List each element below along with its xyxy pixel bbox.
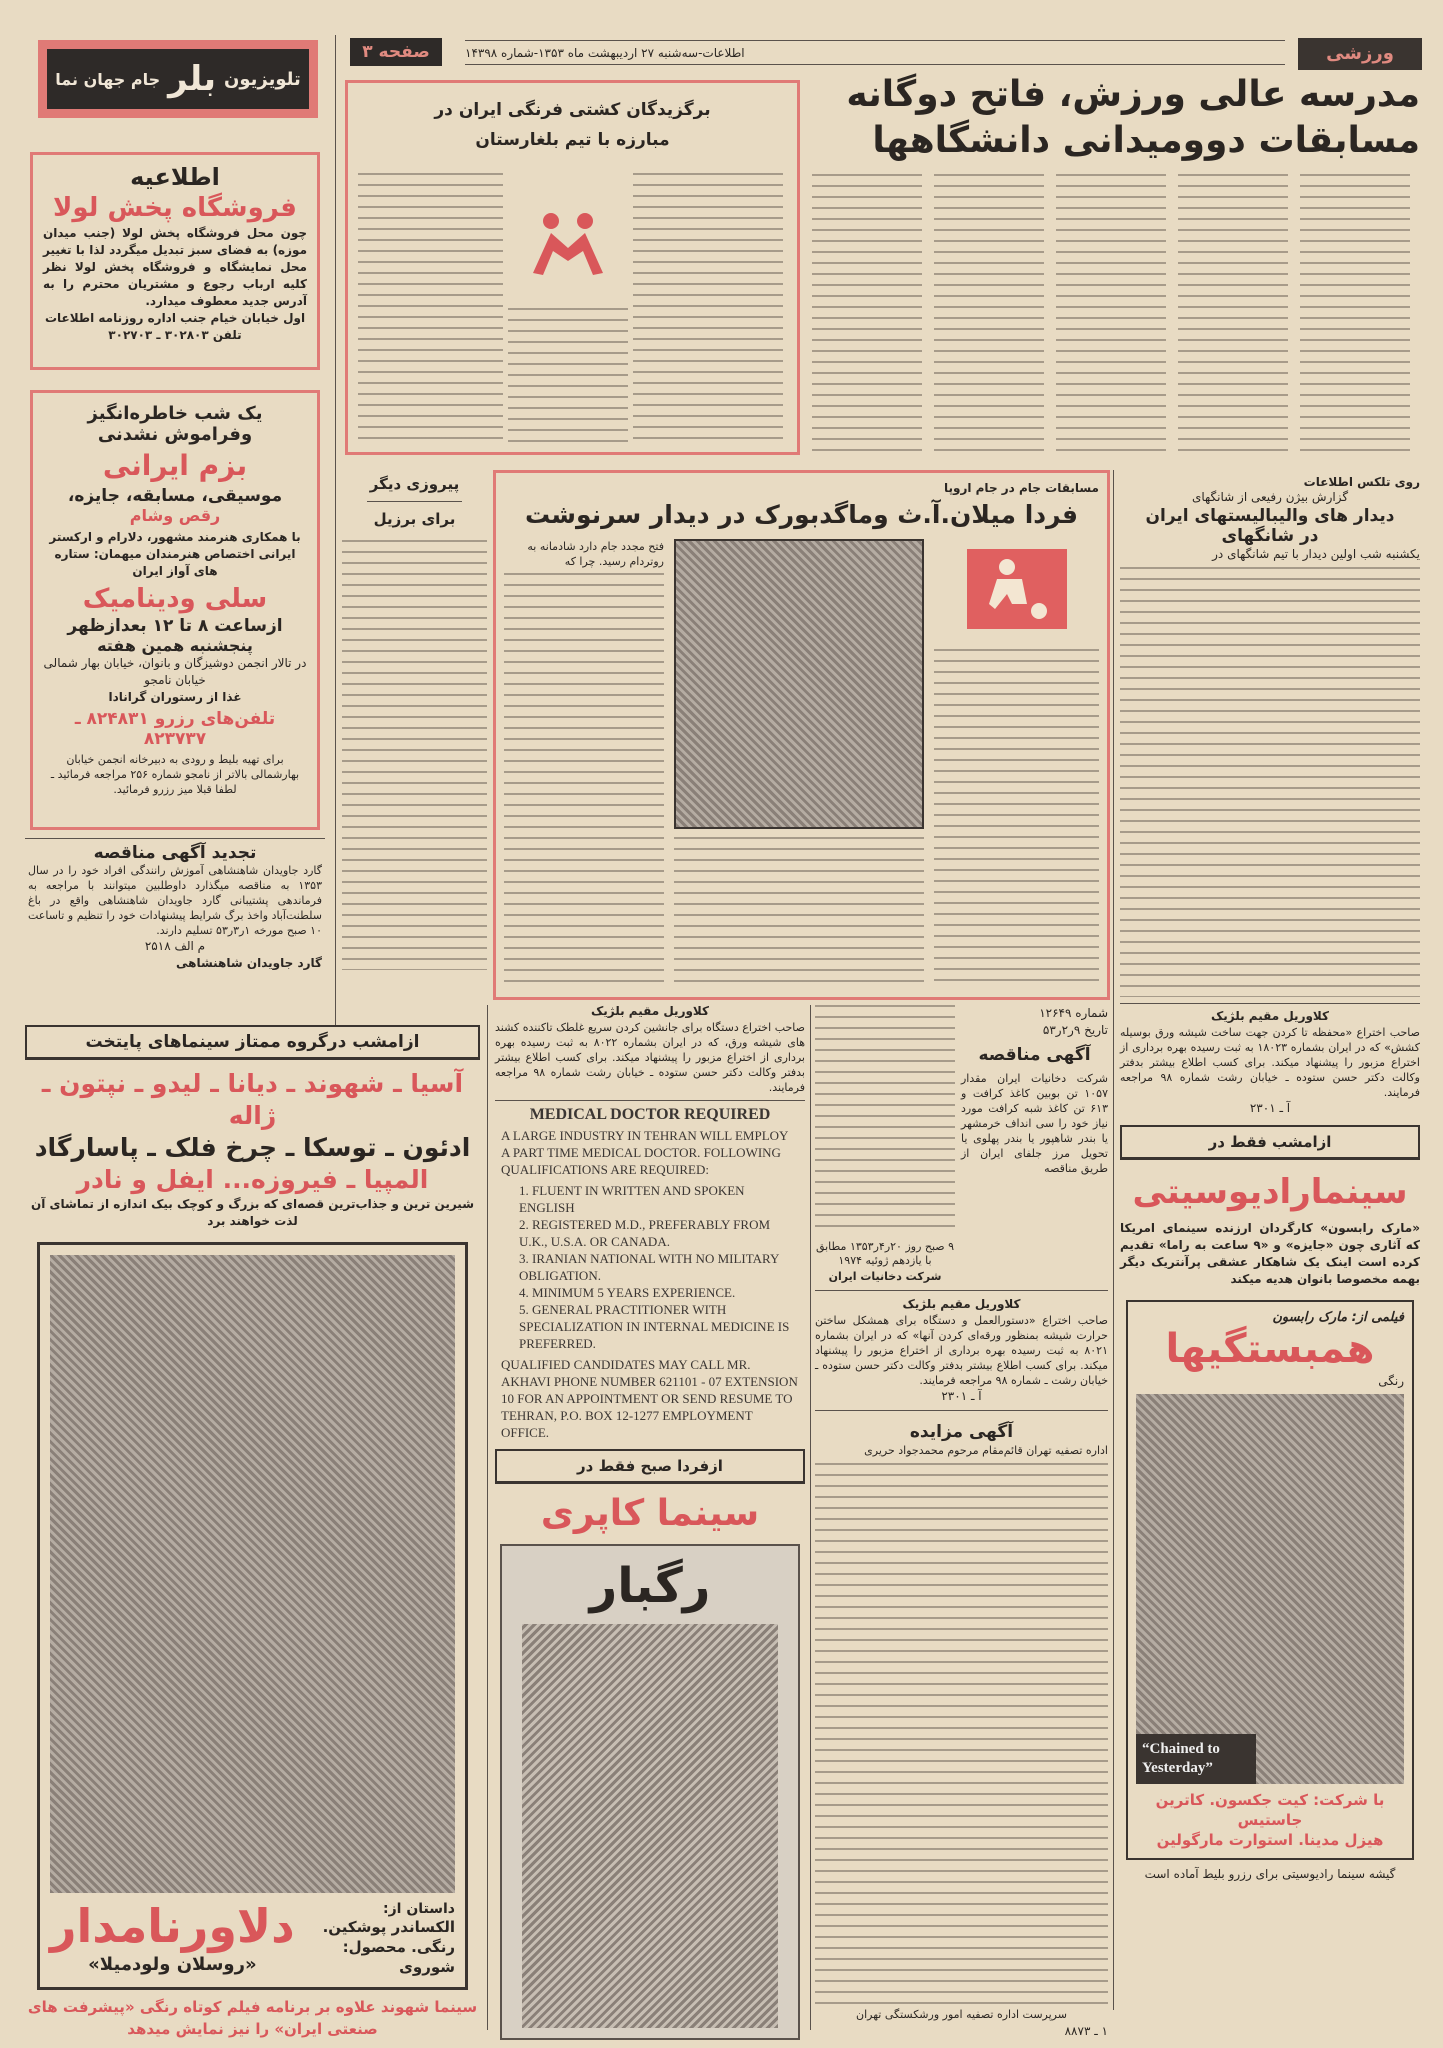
lola-title: اطلاعیه: [130, 163, 220, 191]
patent-3-title: کلاوریل مقیم بلژیک: [1210, 1009, 1330, 1023]
europe-cup-body: [934, 649, 1099, 989]
medical-requirement: 1. FLUENT IN WRITTEN AND SPOKEN ENGLISH: [519, 1183, 745, 1215]
radio-city-banner: ازامشب فقط در: [1120, 1125, 1420, 1160]
medical-requirements: [501, 1182, 799, 1352]
volleyball-title-2: در شانگهای: [1221, 526, 1319, 546]
patent-1-body: صاحب اختراع دستگاه برای جانشین کردن سریع غلطک تاکننده کشند های شیشه ورق، که در ایران بشماره ۸۰۲۲ به ثبت رسیده بهره برداری از اختراع مزبور را پیشنهاد میکند. برای کسب اطلاع بیشتر بدفتر وکالت دکتر حسن ستوده ـ خیابان رشت شماره ۹۸ مراجعه فرمایند.: [495, 1021, 805, 1094]
guard-tender-signature: گارد جاویدان شاهنشاهی: [175, 956, 322, 970]
radio-city-poster: [1126, 1300, 1414, 1860]
europe-cup-kicker: مسابقات جام در جام اروپا: [943, 481, 1099, 495]
guard-tender: [28, 843, 322, 972]
radio-city-cinema: سینمارادیوسیتی: [1132, 1172, 1408, 1212]
bazm-venue: در تالار انجمن دوشیزگان و بانوان، خیابان بهار شمالی خیابان نامجو: [43, 656, 307, 687]
tobacco-body: شرکت دخانیات ایران مقدار ۱۰۵۷ تن بوبین کاغذ کرافت و ۶۱۳ تن کاغذ شبه کرافت مورد نیاز خود را سی انداف خرمشهر یا بندر شاهپور یا بندر پهلوی یا تحویل مرز جلفای ایران از طریق مناقصه: [961, 1072, 1108, 1175]
left-column: [25, 152, 325, 972]
divider: [367, 501, 462, 502]
poster-credits: الکساندر پوشکین. رنگی. محصول: شوروی: [322, 1918, 455, 1976]
main-article-body: [812, 174, 1420, 460]
medical-closing: QUALIFIED CANDIDATES MAY CALL MR. AKHAVI PHONE NUMBER 621101 - 07 EXTENSION 10 FOR AN APPOINTMENT OR SEND RESUME TO TEHRAN, P.O. BOX 12-1277 EMPLOYMENT OFFICE.: [501, 1357, 798, 1440]
bazm-day: پنجشنبه همین هفته: [97, 636, 253, 655]
auction-body: [815, 1463, 1108, 2006]
tobacco-date: تاریخ ۹ر۲ر۵۳: [1042, 1023, 1108, 1037]
match-photo: [674, 539, 924, 829]
cinema-line-3: المپیا ـ فیروزه... ایفل و نادر: [76, 1165, 429, 1194]
cinema-group-banner: ازامشب درگروه ممتاز سینماهای پایتخت: [25, 1025, 480, 1060]
divider: [815, 1410, 1108, 1411]
column-rule: [1113, 470, 1114, 2010]
notices-column: [815, 1005, 1108, 2040]
cinema-footer: سینما شهوند علاوه بر برنامه فیلم کوتاه رنگی «پیشرفت های صنعتی ایران» را نیز نمایش میدهد: [27, 1998, 478, 2038]
poster-film-subtitle: «روسلان ولودمیلا»: [88, 1954, 257, 1975]
wrestling-body: [508, 308, 628, 443]
column-rule: [335, 35, 336, 1025]
wrestling-title-1: برگزیدگان کشتی فرنگی ایران در: [434, 100, 711, 120]
volleyball-title-1: دیدار های والیبالیستهای ایران: [1145, 506, 1395, 526]
patent-2-body: صاحب اختراع «دستورالعمل و دستگاه برای همشکل ساختن حرارت شیشه بمنظور ورقه‌ای کردن آنها» که در ایران بشماره ۸۰۲۱ به ثبت رسیده بهره برداری از اختراع مزبور را پیشنهاد میکند. برای کسب اطلاع بیشتر بدفتر وکالت دکتر حسن ستوده ـ خیابان رشت ـ شماره ۹۸ مراجعه فرمایند.: [815, 1314, 1108, 1387]
section-label: ورزشی: [1298, 38, 1422, 70]
wrestling-title-2: مبارزه با تیم بلغارستان: [475, 130, 670, 150]
medical-intro: A LARGE INDUSTRY IN TEHRAN WILL EMPLOY A PART TIME MEDICAL DOCTOR. FOLLOWING QUALIFICATIONS ARE REQUIRED:: [501, 1128, 788, 1177]
main-headline-line-2: مسابقات دوومیدانی دانشگاهها: [872, 120, 1420, 161]
poster-cast-2: هیزل مدینا. استوارت مارگولین: [1156, 1831, 1384, 1849]
medical-requirement: 4. MINIMUM 5 YEARS EXPERIENCE.: [519, 1285, 736, 1300]
brazil-title-1: پیروزی دیگر: [369, 475, 460, 493]
lola-body: چون محل فروشگاه پخش لولا (جنب میدان موزه) به فضای سبز تبدیل میگردد لذا با تغییر محل نمایشگاه و فروشگاه پخش لولا نظر کلیه ارباب رجوع و مشتریان محترم را به آدرس جدید معطوف میدارد.: [43, 226, 307, 308]
poster-title: همبستگیها: [1165, 1326, 1375, 1372]
tv-ad-left: تلویزیون: [223, 68, 301, 90]
volleyball-article: [1120, 475, 1420, 997]
poster-director: فیلمی از: مارک رابسون: [1272, 1310, 1404, 1325]
cinema-group-ad: [25, 1025, 480, 2040]
tobacco-title: آگهی مناقصه: [978, 1045, 1091, 1065]
europe-cup-headline: فردا میلان.آ.ث وماگدبورک در دیدار سرنوشت: [524, 500, 1079, 529]
bazm-dinner: رقص وشام: [129, 506, 221, 525]
tv-ad-brand: بلر: [168, 59, 216, 99]
bazm-band: سلی ودینامیک: [82, 584, 268, 614]
bazm-with: با همکاری هنرمند مشهور، دلارام و ارکستر ایرانی اختصاص هنرمندان میهمان: ستاره های آواز ایران: [49, 530, 301, 578]
radio-city-body: «مارک رابسون» کارگردان ارزنده سینمای امریکا که آثاری چون «جایزه» و «۹ ساعت به راما» تقدیم کرده است اینک یک شاهکار عشقی پرآنتریک دیگر بهمه مخصوصا بانوان هدیه میکند: [1120, 1221, 1420, 1286]
divider: [495, 1100, 805, 1101]
radio-city-ad: [1120, 1125, 1420, 1883]
patent-ad-1: [495, 1003, 805, 1095]
poster-image: [1136, 1394, 1404, 1784]
poster-image: [50, 1255, 455, 1893]
bazm-line-1: یک شب خاطره‌انگیز: [87, 403, 263, 424]
capri-banner: ازفردا صبح فقط در: [495, 1449, 805, 1484]
guard-tender-code: م الف ۲۵۱۸: [144, 939, 206, 953]
poster-story: داستان از:: [382, 1901, 455, 1917]
lola-notice: [30, 152, 320, 370]
medical-requirement: 2. REGISTERED M.D., PREFERABLY FROM U.K., U.S.A. OR CANADA.: [519, 1217, 771, 1249]
capri-poster-image: [522, 1624, 778, 2028]
europe-cup-body: [504, 573, 664, 989]
lola-address: اول خیابان خیام جنب اداره روزنامه اطلاعات: [44, 311, 306, 325]
volleyball-body: [1120, 567, 1420, 997]
capri-cinema: سینما کاپری: [540, 1493, 760, 1534]
poster-color: رنگی: [1378, 1374, 1404, 1388]
auction-code: ۱ ـ ۸۸۷۳: [1064, 2024, 1108, 2038]
dateline: اطلاعات-سه‌شنبه ۲۷ اردیبهشت ماه ۱۳۵۳-شماره ۱۴۳۹۸: [465, 46, 745, 60]
divider: [25, 838, 325, 839]
tobacco-tender: [961, 1005, 1108, 1176]
bazm-items: موسیقی، مسابقه، جایزه،: [67, 486, 283, 506]
patent-3-code: آ ـ ۲۳۰۱: [1249, 1101, 1291, 1115]
poster-english-title: “Chained to Yesterday”: [1136, 1734, 1256, 1784]
brazil-body: [342, 540, 487, 970]
tobacco-deadline: ۹ صبح روز ۲۰ر۴ر۱۳۵۳ مطابق با یازدهم ژوئیه ۱۹۷۴: [815, 1240, 955, 1267]
film-poster: [37, 1242, 468, 1990]
photo-caption: [674, 837, 924, 989]
column-rule: [810, 1005, 811, 2030]
bazm-phones: تلفن‌های رزرو ۸۲۴۸۳۱ ـ ۸۲۳۷۳۷: [74, 709, 276, 749]
radio-city-footer: گیشه سینما رادیوسیتی برای رزرو بلیط آماده است: [1144, 1867, 1396, 1881]
guard-tender-body: گارد جاویدان شاهنشاهی آموزش رانندگی افراد خود را در سال ۱۳۵۳ به مناقصه میگذارد داوطلبین میتوانند با مراجعه به فرماندهی پشتیبانی گارد جاویدان شاهنشاهی واقع در باغ سلطنت‌آباد واخذ برگ شرایط پیشنهادات خود را تنظیم و تاساعت ۱۰ صبح مورخه ۱ر۳ر۵۳ تسلیم دارند.: [28, 864, 322, 937]
bazm-time: ازساعت ۸ تا ۱۲ بعدازظهر: [67, 616, 283, 636]
europe-cup-lead: فتح مجدد جام دارد شادمانه به روتردام رسید. چرا که: [527, 540, 664, 568]
auction-signature: سرپرست اداره تصفیه امور ورشکستگی تهران: [856, 2008, 1067, 2021]
bazm-tickets: برای تهیه بلیط و رودی به دبیرخانه انجمن خیابان بهارشمالی بالاتر از نامجو شماره ۲۵۶ مراجعه فرمائید ـ لطفا قبلا میز رزرو فرمائید.: [50, 753, 300, 796]
auction-notice: [815, 1416, 1108, 2040]
tobacco-deadline-block: [815, 1240, 955, 1285]
patent-2-code: آ ـ ۲۳۰۱: [941, 1389, 982, 1403]
bazm-name: بزم ایرانی: [102, 449, 248, 482]
guard-tender-title: تجدید آگهی مناقصه: [93, 843, 257, 863]
patent-ad-3: [1120, 1008, 1420, 1117]
wrestling-body: [633, 173, 783, 443]
cinema-tagline: شیرین ترین و جذاب‌ترین قصه‌ای که بزرگ و کوچک بیک اندازه از تماشای آن لذت خواهند برد: [30, 1197, 474, 1228]
page-number: صفحه ۳: [350, 38, 442, 66]
bazm-food: غذا از رستوران گرانادا: [108, 690, 242, 704]
main-article: [812, 72, 1420, 460]
lola-store: فروشگاه پخش لولا: [53, 193, 297, 223]
bazm-irani-ad: [30, 390, 320, 830]
cinema-line-2: ادئون ـ توسکا ـ چرخ فلک ـ پاسارگاد: [34, 1133, 471, 1162]
volleyball-kicker: روی تلکس اطلاعات: [1303, 475, 1420, 489]
wrestling-box: [345, 80, 800, 455]
main-headline-line-1: مدرسه عالی ورزش، فاتح دوگانه: [846, 74, 1420, 115]
wrestling-body: [358, 173, 503, 443]
auction-title: آگهی مزایده: [909, 1422, 1014, 1442]
tv-ad-right: جام جهان نما: [55, 69, 161, 89]
medical-doctor-ad: [495, 1106, 805, 1441]
tobacco-signature: شرکت دخانیات ایران: [828, 1270, 942, 1283]
tobacco-number: شماره ۱۲۶۴۹: [1039, 1006, 1108, 1020]
medical-title: MEDICAL DOCTOR REQUIRED: [529, 1106, 771, 1123]
poster-cast-1: با شرکت: کیت جکسون. کاترین جاستیس: [1155, 1791, 1385, 1829]
tv-ad: [38, 40, 318, 118]
column-rule: [487, 1005, 488, 2030]
divider: [1120, 1003, 1420, 1004]
wrestling-logo-icon: [523, 203, 613, 293]
capri-poster: [500, 1544, 800, 2040]
lola-phone: تلفن ۳۰۲۸۰۳ ـ ۳۰۲۷۰۳: [108, 328, 242, 342]
patent-3-body: صاحب اختراع «محفظه تا کردن جهت ساخت شیشه ورق بوسیله کشش» که در ایران بشماره ۱۸۰۲۳ به ثبت رسیده بهره برداری از اختراع مزبور را پیشنهاد میکند. برای کسب اطلاع بیشتر بدفتر وکالت دکتر حسن ستوده ـ خیابان رشت شماره ۹۸ مراجعه فرمایند.: [1120, 1026, 1420, 1099]
middle-column: [495, 1003, 805, 2040]
cinema-line-1: آسیا ـ شهوند ـ دیانا ـ لیدو ـ نپتون ـ ژاله: [41, 1069, 464, 1130]
tender-tobacco-body-left: [815, 1005, 955, 1236]
europe-cup-box: [493, 470, 1110, 1000]
football-logo-icon: [967, 549, 1067, 629]
header-rule: [465, 64, 1285, 65]
divider: [815, 1290, 1108, 1291]
patent-ad-2: [815, 1296, 1108, 1405]
medical-requirement: 3. IRANIAN NATIONAL WITH NO MILITARY OBLIGATION.: [519, 1251, 779, 1283]
volleyball-byline: گزارش بیژن رفیعی از شانگهای: [1191, 490, 1349, 504]
patent-1-title: کلاوریل مقیم بلژیک: [590, 1004, 710, 1018]
volleyball-lead: یکشنبه شب اولین دیدار با تیم شانگهای در: [1212, 547, 1420, 561]
auction-lead: اداره تصفیه تهران قائم‌مقام مرحوم محمدجواد حریری: [864, 1444, 1108, 1457]
patent-2-title: کلاوریل مقیم بلژیک: [902, 1297, 1021, 1311]
right-column: [1120, 475, 1420, 2040]
poster-film-title: دلاورنامدار: [50, 1899, 295, 1953]
brazil-article: [342, 475, 487, 995]
brazil-title-2: برای برزیل: [373, 510, 456, 528]
bazm-line-2: وفراموش نشدنی: [97, 424, 253, 445]
capri-film-title: رگبار: [589, 1558, 711, 1614]
medical-requirement: 5. GENERAL PRACTITIONER WITH SPECIALIZATION IN INTERNAL MEDICINE IS PREFERRED.: [519, 1302, 790, 1351]
header-rule: [465, 40, 1285, 41]
main-headline: [812, 72, 1420, 164]
capri-ad: [495, 1449, 805, 2040]
